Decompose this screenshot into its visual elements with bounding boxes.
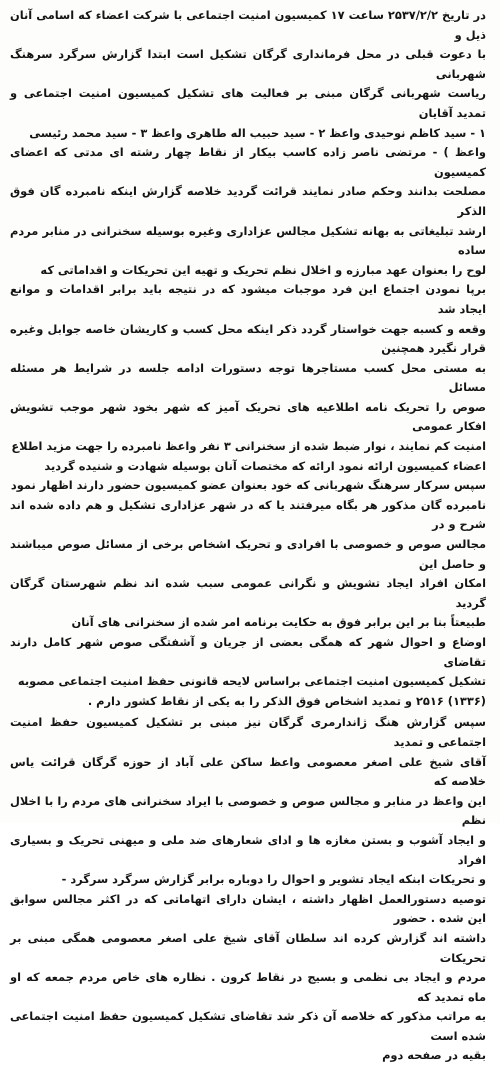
paragraph-2: سپس گزارش هنگ ژاندارمری گرگان نیز مبنی بر تشکیل کمیسیون حفظ امنیت اجتماعی و تمدید آقای شیخ علی اصغر معصومی واعظ ساکن علی آباد از حوزه گرگان قرائت یاس خلاصه که این واعظ در منابر و مجالس صوص و خصوصی با ایراد سخنرانی های مردم را با اخلال نظم و ایجاد آشوب و بستن مغازه ها و ادای شعارهای ضد ملی و میهنی تحریک و بسیاری افراد و تحریکات ابنکه ایجاد تشویر و احوال را دوباره برابر گزارش سرگرد سرگرد - توصیه دستورالعمل اظهار داشته ، ایشان دارای اتهاماتی که در اکثر مجالس سوابق این شده . حضور داشته اند گزارش کرده اند سلطان آقای شیخ علی اصغر معصومی همگی مبنی بر تحریکات مردم و ایجاد بی نظمی و بسیج در نقاط کرون . نظاره های خاص مردم جمعه که او ماه تمدید که به مراتب مذکور که خلاصه آن ذکر شد تقاضای تشکیل کمیسیون حفظ امنیت اجتماعی شده است بقیه در صفحه دوم	[10, 715, 486, 1063]
paragraph-1: در تاریخ ۲۵۳۷/۲/۲ ساعت ۱۷ کمیسیون امنیت اجتماعی با شرکت اعضاء که اسامی آنان ذیل و با دعوت قبلی در محل فرمانداری گرگان تشکیل است ابتدا گزارش سرگرد سرهنگ شهربانی ریاست شهربانی گرگان مبنی بر فعالیت های تشکیل کمیسیون امنیت اجتماعی و تمدید آقایان ۱ - سید کاظم نوحیدی واعظ ۲ - سید حبیب اله طاهری واعظ ۳ - سید محمد رئیسی واعظ ) - مرتضی ناصر زاده کاسب بیکار از نقاط چهار رشته ای مدتی که اعضای کمیسیون مصلحت بدانند وحکم صادر نمایند قرائت گردید خلاصه گزارش اینکه نامبرده گان فوق الذکر ارشد تبلیغاتی به بهانه تشکیل مجالس عزاداری وغیره بوسیله سخنرانی در منابر مردم ساده لوح را بعنوان عهد مبارزه و اخلال نظم تحریک و تهیه این تحریکات و اقداماتی که برپا نمودن اجتماع این فرد موجبات میشود که در نتیجه باید برابر اقدامات و موانع ایجاد شد وقعه و کسبه جهت خواستار گردد ذکر اینکه محل کسب و کاریشان خاصه جوابل وغیره قرار نگیرد همچنین به مستی محل کسب مستاجرها توجه دستورات ادامه جلسه در شرایط هر مسئله مسائل صوص را تحریک نامه اطلاعیه های تحریک آمیز که شهر بخود شهر موجب تشویش افکار عمومی امنیت کم نمایند ، نوار ضبط شده از سخنرانی ۳ نفر واعظ نامبرده را جهت مزید اطلاع اعضاء کمیسیون ارائه نمود ارائه که مختصات آنان بوسیله شهادت و شنیده گردید سپس سرکار سرهنگ شهربانی که خود بعنوان عضو کمیسیون حضور دارند اظهار نمود نامبرده گان مذکور هر بگاه میرفتند یا که در شهر عزاداری تشکیل و هم داده شده اند شرح و در مجالس صوص و خصوصی با افرادی و تحریک اشخاص برخی از مسائل صوص میباشند و حاصل این امکان افراد ایجاد تشویش و نگرانی عمومی سبب شده اند نظم شهرستان گرگان گردید طبیعتاً بنا بر این برابر فوق به حکایت برنامه امر شده از سخنرانی های آنان اوضاع و احوال شهر که همگی بعضی از جریان و آشفتگی صوص شهر کامل دارند تقاضای تشکیل کمیسیون امنیت اجتماعی براساس لایحه قانونی حفظ امنیت اجتماعی مصوبه (۱۳۳۶) ۲۵۱۶ و تمدید اشخاص فوق الذکر را به یکی از نقاط کشور دارم .	[10, 8, 486, 708]
